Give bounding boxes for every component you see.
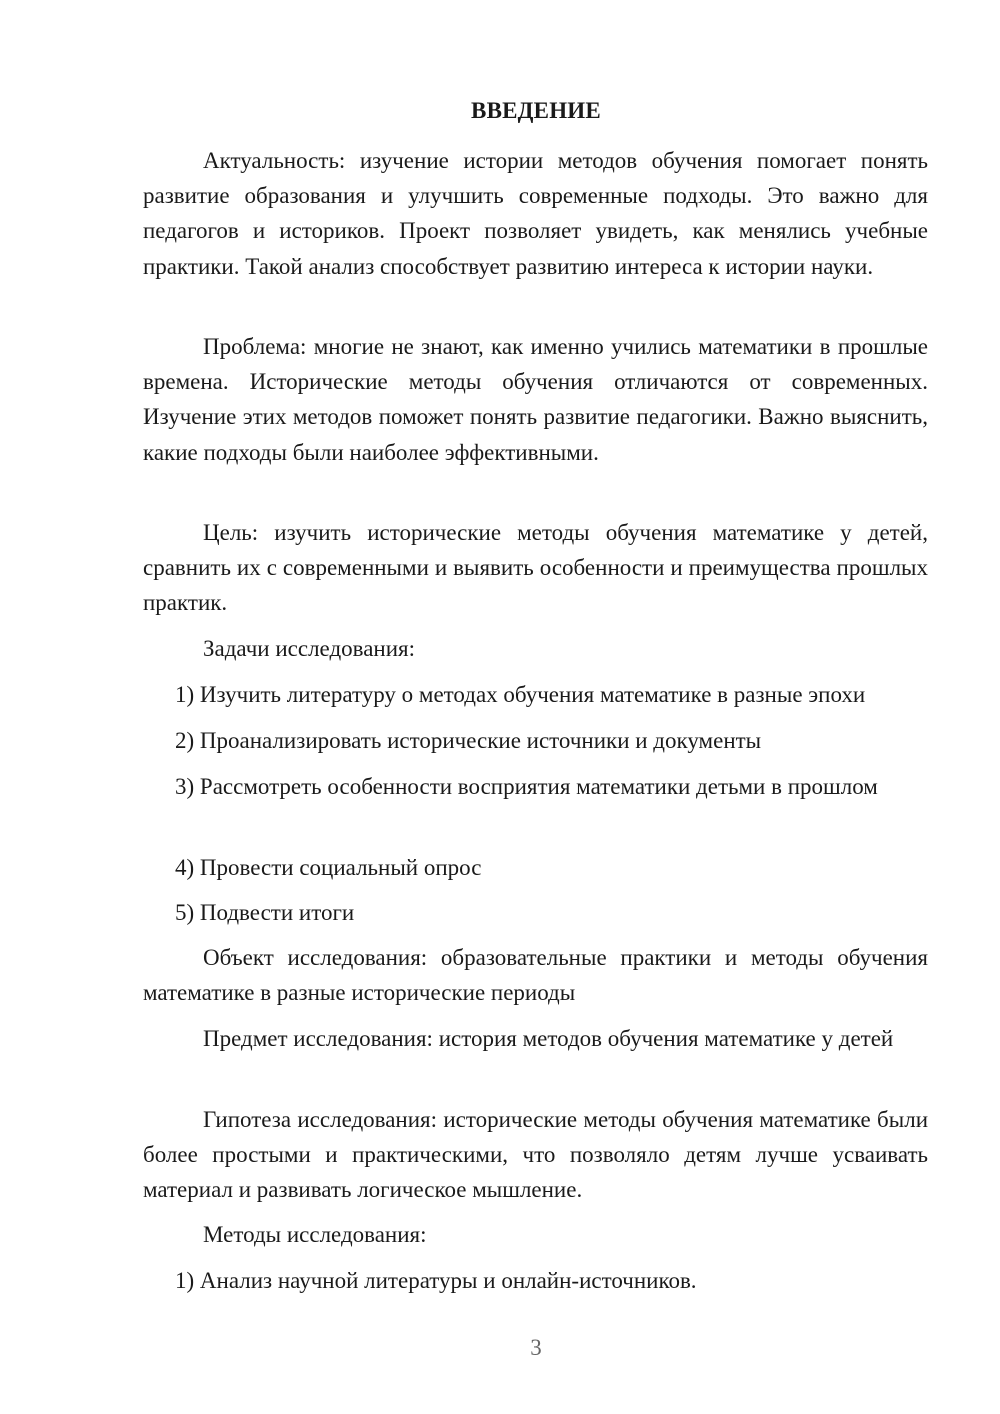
object-paragraph: Объект исследования: образовательные практики и методы обучения математике в разные исторические периоды [143, 945, 928, 1006]
problem-paragraph: Проблема: многие не знают, как именно учились математики в прошлые времена. Исторические методы обучения отличаются от современных. Изучение этих методов поможет понять развитие педагогики. Важно выяснить, какие подходы были наиболее эффективными. [143, 334, 928, 465]
method-item-1: 1) Анализ научной литературы и онлайн-источников. [175, 1268, 697, 1293]
hypothesis-paragraph: Гипотеза исследования: исторические методы обучения математике были более простыми и практическими, что позволяло детям лучше усваивать материал и развивать логическое мышление. [143, 1107, 928, 1203]
subject-paragraph: Предмет исследования: история методов обучения математике у детей [203, 1026, 894, 1051]
relevance-paragraph: Актуальность: изучение истории методов обучения помогает понять развитие образования и улучшить современные подходы. Это важно для педагогов и историков. Проект позволяет увидеть, как менялись учебные практики. Такой анализ способствует развитию интереса к истории науки. [143, 148, 928, 279]
page-number: 3 [530, 1335, 542, 1360]
task-item-5: 5) Подвести итоги [175, 900, 355, 925]
methods-heading: Методы исследования: [203, 1222, 427, 1247]
task-item-1: 1) Изучить литературу о методах обучения математике в разные эпохи [175, 682, 866, 707]
goal-paragraph: Цель: изучить исторические методы обучения математике у детей, сравнить их с современными и выявить особенности и преимущества прошлых практик. [143, 520, 928, 616]
tasks-heading: Задачи исследования: [203, 636, 416, 661]
task-item-2: 2) Проанализировать исторические источники и документы [175, 728, 762, 753]
task-item-3: 3) Рассмотреть особенности восприятия математики детьми в прошлом [175, 774, 878, 799]
page-title: ВВЕДЕНИЕ [471, 98, 601, 123]
task-item-4: 4) Провести социальный опрос [175, 855, 482, 880]
